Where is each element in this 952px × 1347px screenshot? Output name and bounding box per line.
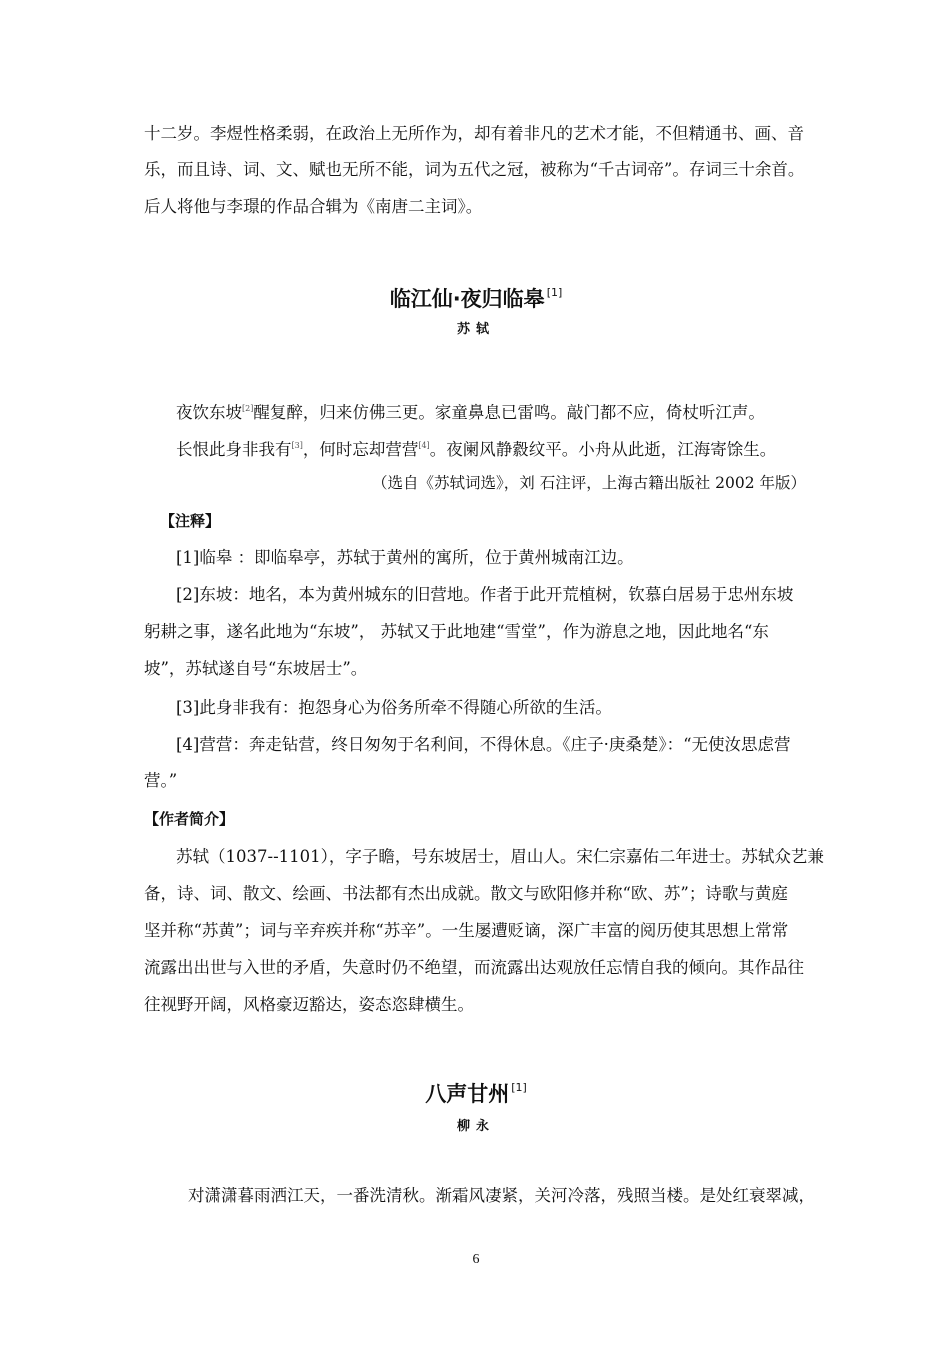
poem2-title-note: [1] bbox=[511, 1081, 527, 1094]
poem2-title bbox=[0, 1075, 952, 1107]
notes-heading: 【注释】 bbox=[160, 512, 221, 530]
poem1-author: 苏轼 bbox=[456, 322, 495, 337]
poem1-line-1-b: 醒复醉，归来仿佛三更。家童鼻息已雷鸣。敲门都不应，倚杖听江声。 bbox=[253, 403, 765, 422]
poem1-title-text: 临江仙·夜归临皋 bbox=[389, 287, 545, 311]
poem1-line-1 bbox=[176, 399, 844, 423]
bio-line-2: 备，诗、词、散文、绘画、书法都有杰出成就。散文与欧阳修并称“欧、苏”；诗歌与黄庭 bbox=[144, 884, 788, 903]
footnote-ref: [3] bbox=[291, 441, 303, 450]
note-2-line-2: 躬耕之事，遂名此地为“东坡”， 苏轼又于此地建“雪堂”，作为游息之地，因此地名“东 bbox=[144, 622, 769, 641]
note-1: [1]临皋 ：即临皋亭，苏轼于黄州的寓所，位于黄州城南江边。 bbox=[176, 548, 634, 567]
intro-line-1: 十二岁。李煜性格柔弱，在政治上无所作为，却有着非凡的艺术才能，不但精通书、画、音 bbox=[144, 124, 804, 143]
bio-line-5: 往视野开阔，风格豪迈豁达，姿态恣肆横生。 bbox=[144, 995, 474, 1014]
note-2-line-1: [2]东坡：地名，本为黄州城东的旧营地。作者于此开荒植树，钦慕白居易于忠州东坡 bbox=[176, 585, 794, 604]
poem1-title-note: [1] bbox=[546, 286, 563, 299]
bio-line-1: 苏轼（1037--1101），字子瞻，号东坡居士，眉山人。宋仁宗嘉佑二年进士。苏轼众艺兼 bbox=[176, 847, 824, 866]
footnote-ref: [2] bbox=[242, 404, 254, 413]
intro-line-3: 后人将他与李璟的作品合辑为《南唐二主词》。 bbox=[144, 197, 483, 216]
bio-line-4: 流露出出世与入世的矛盾，失意时仍不绝望，而流露出达观放任忘情自我的倾向。其作品往 bbox=[144, 958, 804, 977]
poem1-line-2-b: ，何时忘却营营 bbox=[302, 440, 419, 459]
footnote-ref: [4] bbox=[418, 441, 430, 450]
poem1-line-2-a: 长恨此身非我有 bbox=[176, 440, 292, 459]
page-number: 6 bbox=[472, 1252, 480, 1267]
note-3: [3]此身非我有：抱怨身心为俗务所牵不得随心所欲的生活。 bbox=[176, 698, 612, 717]
note-4-line-1: [4]营营：奔走钻营，终日匆匆于名利间，不得休息。《庄子·庚桑楚》：“无使汝思虑营 bbox=[176, 735, 791, 754]
poem2-line-1: 对潇潇暮雨洒江天，一番洗清秋。渐霜风凄紧，关河冷落，残照当楼。是处红衰翠减， bbox=[188, 1186, 815, 1205]
poem2-author: 柳永 bbox=[456, 1119, 495, 1134]
poem2-title-text: 八声甘州 bbox=[425, 1082, 510, 1106]
bio-heading: 【作者简介】 bbox=[144, 810, 235, 828]
note-2-line-3: 坡”，苏轼遂自号“东坡居士”。 bbox=[144, 659, 368, 678]
poem1-line-2-c: 。夜阑风静縠纹平。小舟从此逝，江海寄馀生。 bbox=[429, 440, 777, 459]
poem1-line-2 bbox=[176, 436, 844, 460]
poem1-title bbox=[0, 280, 952, 312]
poem1-source: （选自《苏轼词选》，刘 石注评，上海古籍出版社 2002 年版） bbox=[372, 474, 806, 492]
poem1-line-1-a: 夜饮东坡 bbox=[176, 403, 242, 422]
intro-line-2: 乐，而且诗、词、文、赋也无所不能，词为五代之冠，被称为“千古词帝”。存词三十余首。 bbox=[144, 160, 805, 179]
note-4-line-2: 营。” bbox=[144, 771, 178, 790]
bio-line-3: 坚并称“苏黄”；词与辛弃疾并称“苏辛”。一生屡遭贬谪，深广丰富的阅历使其思想上常常 bbox=[144, 921, 789, 940]
